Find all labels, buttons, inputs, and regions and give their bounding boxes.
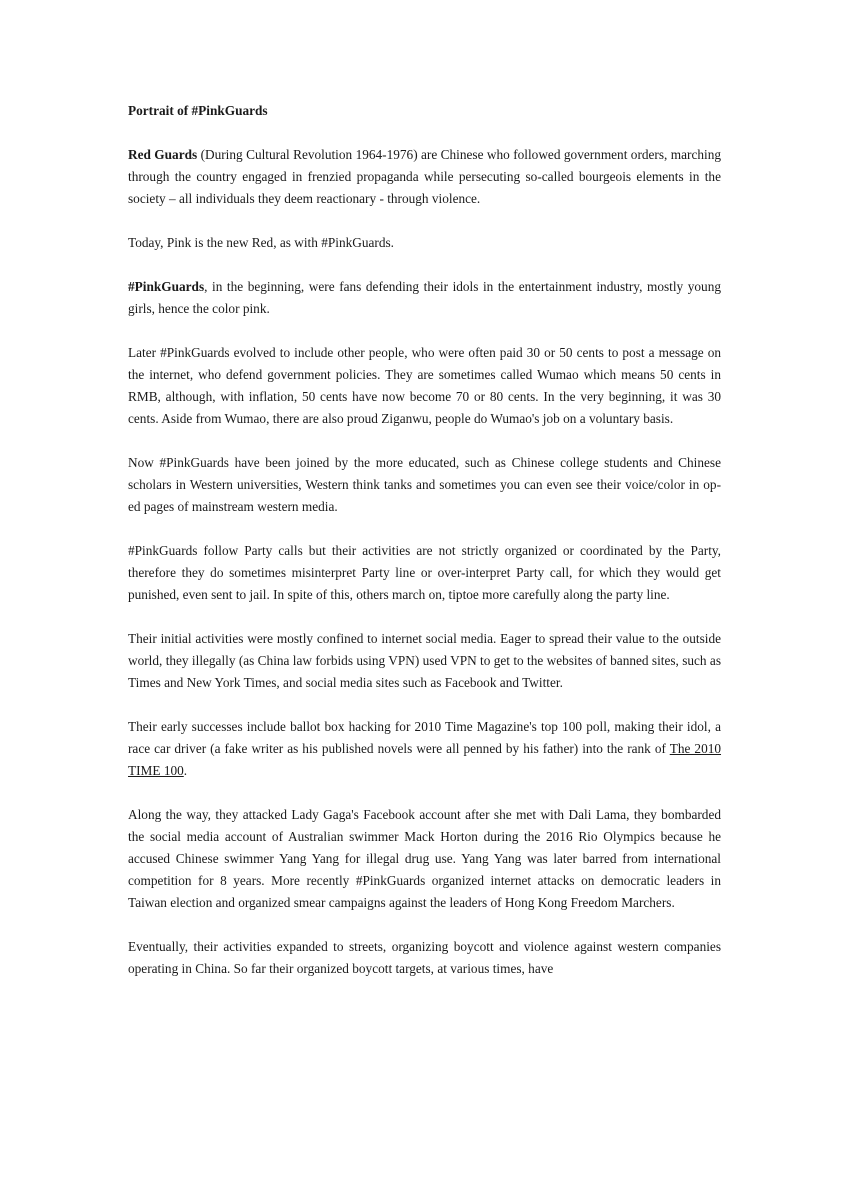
paragraph-red-guards	[128, 144, 721, 210]
paragraph-text: #PinkGuards follow Party calls but their activities are not strictly organized or coordinated by the Party, therefore they do sometimes misinterpret Party line or over-interpret Party call, for which they would get punished, even sent to jail. In spite of this, others march on, tiptoe more carefully along the party line.	[128, 543, 721, 602]
paragraph-text: (During Cultural Revolution 1964-1976) are Chinese who followed government orders, marching through the country engaged in frenzied propaganda while persecuting so-called bourgeois elements in the society – all individuals they deem reactionary - through violence.	[128, 147, 721, 206]
paragraph-educated	[128, 452, 721, 518]
paragraph-text: Eventually, their activities expanded to streets, organizing boycott and violence against western companies operating in China. So far their organized boycott targets, at various times, have	[128, 939, 721, 976]
document-body	[128, 100, 721, 1002]
paragraph-text: Their early successes include ballot box hacking for 2010 Time Magazine's top 100 poll, making their idol, a race car driver (a fake writer as his published novels were all penned by his father) into the rank of	[128, 719, 721, 756]
paragraph-lead-red-guards: Red Guards	[128, 147, 198, 162]
paragraph-text: Later #PinkGuards evolved to include other people, who were often paid 30 or 50 cents to post a message on the internet, who defend government policies. They are sometimes called Wumao which means 50 cents in RMB, although, with inflation, 50 cents have now become 70 or 80 cents. In the very beginning, it was 30 cents. Aside from Wumao, there are also proud Ziganwu, people do Wumao's job on a voluntary basis.	[128, 345, 721, 426]
paragraph-text: Now #PinkGuards have been joined by the more educated, such as Chinese college students and Chinese scholars in Western universities, Western think tanks and sometimes you can even see their voice/color in op-ed pages of mainstream western media.	[128, 455, 721, 514]
paragraph-lead-pinkguards: #PinkGuards	[128, 279, 205, 294]
paragraph-initial-activities	[128, 628, 721, 694]
paragraph-party-calls	[128, 540, 721, 606]
paragraph-boycott	[128, 936, 721, 980]
paragraph-early-successes	[128, 716, 721, 782]
paragraph-text: , in the beginning, were fans defending their idols in the entertainment industry, mostly young girls, hence the color pink.	[128, 279, 721, 316]
time-100-link[interactable]: The 2010 TIME 100	[128, 741, 722, 778]
paragraph-pinkguards-intro	[128, 276, 721, 320]
paragraph-pink-new-red	[128, 232, 721, 254]
paragraph-text: Today, Pink is the new Red, as with #PinkGuards.	[128, 235, 394, 250]
document-title: Portrait of #PinkGuards	[128, 103, 268, 118]
paragraph-text: Their initial activities were mostly confined to internet social media. Eager to spread their value to the outside world, they illegally (as China law forbids using VPN) used VPN to get to the websites of banned sites, such as Times and New York Times, and social media sites such as Facebook and Twitter.	[128, 631, 721, 690]
paragraph-text: Along the way, they attacked Lady Gaga's Facebook account after she met with Dali Lama, they bombarded the social media account of Australian swimmer Mack Horton during the 2016 Rio Olympics because he accused Chinese swimmer Yang Yang for illegal drug use. Yang Yang was later barred from international competition for 8 years. More recently #PinkGuards organized internet attacks on democratic leaders in Taiwan election and organized smear campaigns against the leaders of Hong Kong Freedom Marchers.	[128, 807, 721, 910]
paragraph-text: .	[183, 763, 188, 778]
paragraph-attacks	[128, 804, 721, 914]
paragraph-wumao	[128, 342, 721, 430]
